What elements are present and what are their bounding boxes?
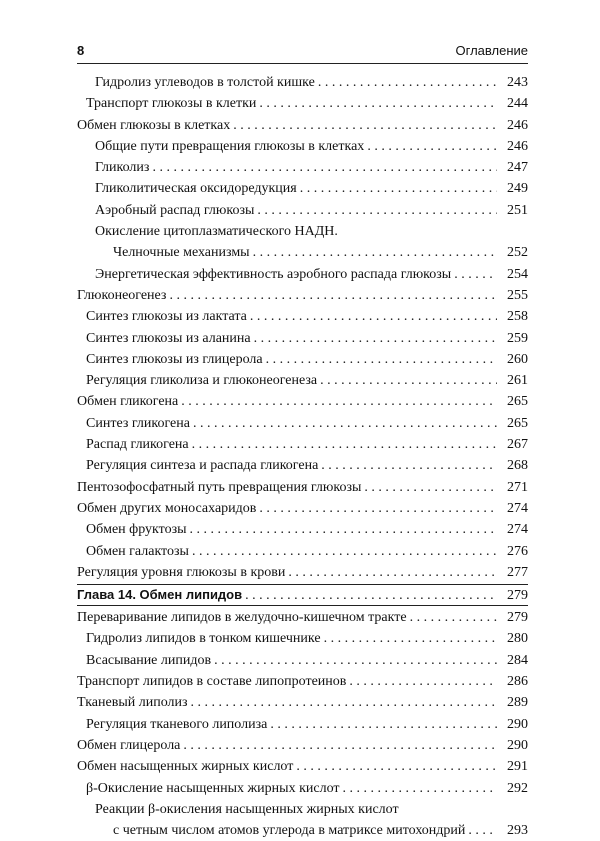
dot-leader <box>152 157 497 178</box>
toc-entry <box>77 242 528 263</box>
toc-entry-title: Транспорт липидов в составе липопротеинов <box>77 674 347 690</box>
dot-leader <box>320 370 497 391</box>
dot-leader <box>364 477 497 498</box>
toc-entry-title: Гидролиз липидов в тонком кишечнике <box>86 631 321 647</box>
toc-entry-page: 259 <box>507 330 528 346</box>
toc-entry <box>77 671 528 692</box>
toc-entry-page: 244 <box>507 96 528 112</box>
dot-leader <box>266 349 497 370</box>
toc-entry-title: Распад гликогена <box>86 437 189 453</box>
toc-entry <box>77 455 528 476</box>
toc-entry <box>77 157 528 178</box>
header-rule <box>77 63 528 64</box>
toc-entry <box>77 692 528 713</box>
toc-entry-title: Пентозофосфатный путь превращения глюкозы <box>77 479 362 495</box>
toc-entry-page: 247 <box>507 160 528 176</box>
dot-leader <box>343 778 497 799</box>
toc-entry <box>77 391 528 412</box>
toc-entry-title: Окисление цитоплазматического НАДН. <box>95 224 338 240</box>
dot-leader <box>468 820 497 841</box>
toc-entry-title: Обмен глицерола <box>77 737 181 753</box>
toc-chapter-heading <box>77 584 528 606</box>
dot-leader <box>270 714 497 735</box>
toc-entry-title: Синтез гликогена <box>86 415 190 431</box>
toc-entry-page: 258 <box>507 309 528 325</box>
dot-leader <box>250 306 497 327</box>
toc-entry-page: 243 <box>507 75 528 90</box>
toc-entry-page: 246 <box>507 117 528 133</box>
toc-entry-page: 284 <box>507 652 528 668</box>
toc-entry-title: Регуляция гликолиза и глюконеогенеза <box>86 373 318 389</box>
toc-entry <box>77 562 528 583</box>
toc-entry-title: Регуляция синтеза и распада гликогена <box>86 458 319 474</box>
toc-entry-title: β-Окисление насыщенных жирных кислот <box>86 780 340 796</box>
toc-entry-page: 261 <box>507 373 528 389</box>
toc-entry <box>77 498 528 519</box>
toc-entry-page: 268 <box>507 458 528 474</box>
toc-entry-page: 249 <box>507 181 528 197</box>
toc-entry <box>77 607 528 628</box>
dot-leader <box>183 735 497 756</box>
dot-leader <box>254 328 497 349</box>
toc-entry-title: Синтез глюкозы из глицерола <box>86 351 263 367</box>
page-header <box>77 43 528 63</box>
toc-entry-title: Челночные механизмы <box>113 245 250 261</box>
toc-entry-title: Обмен фруктозы <box>86 522 187 538</box>
toc-entry-title: Аэробный распад глюкозы <box>95 202 255 218</box>
toc-entry <box>77 285 528 306</box>
toc-entry-page: 290 <box>507 716 528 732</box>
toc-entry <box>77 349 528 370</box>
toc-entry-title: Глюконеогенез <box>77 287 167 303</box>
toc-entry-page: 291 <box>507 759 528 775</box>
toc-entry-title: Транспорт глюкозы в клетки <box>86 96 257 112</box>
toc-entry-page: 260 <box>507 351 528 367</box>
dot-leader <box>259 498 497 519</box>
toc-entry <box>77 434 528 455</box>
toc-entry-title: Переваривание липидов в желудочно-кишечном тракте <box>77 610 407 626</box>
dot-leader <box>253 242 497 263</box>
toc-entry-title: Тканевый липолиз <box>77 695 188 711</box>
toc-entry <box>77 519 528 540</box>
toc-entry <box>77 115 528 136</box>
toc-entry-page: 289 <box>507 695 528 711</box>
toc-entry <box>77 306 528 327</box>
toc-entry-page: 267 <box>507 437 528 453</box>
toc-entry-title: Обмен других моносахаридов <box>77 500 257 516</box>
toc-entry-page: 274 <box>507 522 528 538</box>
dot-leader <box>190 519 497 540</box>
toc-entry-page: 252 <box>507 245 528 261</box>
table-of-contents <box>77 72 528 841</box>
toc-entry-title: Обмен глюкозы в клетках <box>77 117 231 133</box>
toc-entry-page: 251 <box>507 202 528 218</box>
dot-leader <box>257 200 497 221</box>
toc-entry-page: 246 <box>507 138 528 154</box>
toc-entry-title: Гликолиз <box>95 160 150 176</box>
toc-entry-title: Гидролиз углеводов в толстой кишке <box>95 75 315 90</box>
dot-leader <box>324 628 497 649</box>
dot-leader <box>245 586 497 606</box>
toc-entry <box>77 756 528 777</box>
toc-entry <box>77 72 528 93</box>
toc-entry-page: 279 <box>507 588 528 604</box>
dot-leader <box>300 178 497 199</box>
toc-entry-title: Гликолитическая оксидоредукция <box>95 181 297 197</box>
toc-entry <box>77 778 528 799</box>
dot-leader <box>410 607 497 628</box>
toc-entry <box>77 200 528 221</box>
toc-entry-title: Регуляция тканевого липолиза <box>86 716 268 732</box>
toc-entry-page: 276 <box>507 543 528 559</box>
toc-entry <box>77 820 528 841</box>
toc-entry-page: 255 <box>507 287 528 303</box>
dot-leader <box>318 72 497 93</box>
dot-leader <box>233 115 497 136</box>
toc-entry-title: Обмен галактозы <box>86 543 189 559</box>
section-title: Оглавление <box>455 43 528 58</box>
toc-entry <box>77 541 528 562</box>
toc-entry-title: Общие пути превращения глюкозы в клетках <box>95 138 365 154</box>
toc-entry <box>77 221 528 242</box>
toc-entry-page: 279 <box>507 610 528 626</box>
toc-entry-page: 280 <box>507 631 528 647</box>
dot-leader <box>193 413 497 434</box>
dot-leader <box>214 650 497 671</box>
toc-entry <box>77 477 528 498</box>
toc-entry-title: Синтез глюкозы из лактата <box>86 309 247 325</box>
toc-entry-page: 286 <box>507 674 528 690</box>
toc-entry-page: 292 <box>507 780 528 796</box>
toc-entry-page: 274 <box>507 500 528 516</box>
toc-entry-title: с четным числом атомов углерода в матриксе митохондрий <box>113 823 466 839</box>
toc-entry <box>77 136 528 157</box>
dot-leader <box>259 93 497 114</box>
toc-entry <box>77 178 528 199</box>
toc-entry <box>77 628 528 649</box>
toc-entry <box>77 264 528 285</box>
toc-entry <box>77 735 528 756</box>
dot-leader <box>296 756 497 777</box>
toc-entry-title: Глава 14. Обмен липидов <box>77 587 243 603</box>
dot-leader <box>367 136 497 157</box>
page-number: 8 <box>77 43 85 58</box>
toc-entry-title: Регуляция уровня глюкозы в крови <box>77 564 286 580</box>
toc-entry-title: Энергетическая эффективность аэробного распада глюкозы <box>95 266 452 282</box>
toc-entry-title: Всасывание липидов <box>86 652 212 668</box>
dot-leader <box>454 264 497 285</box>
dot-leader <box>169 285 497 306</box>
toc-entry <box>77 370 528 391</box>
dot-leader <box>288 562 497 583</box>
toc-entry-page: 271 <box>507 479 528 495</box>
dot-leader <box>321 455 497 476</box>
dot-leader <box>191 692 497 713</box>
toc-entry-page: 265 <box>507 415 528 431</box>
dot-leader <box>192 434 497 455</box>
toc-entry <box>77 413 528 434</box>
toc-entry-page: 265 <box>507 394 528 410</box>
toc-entry <box>77 650 528 671</box>
toc-entry <box>77 93 528 114</box>
toc-entry-title: Реакции β-окисления насыщенных жирных кислот <box>95 801 399 817</box>
toc-entry <box>77 799 528 820</box>
toc-entry-page: 293 <box>507 823 528 839</box>
toc-entry-title: Обмен насыщенных жирных кислот <box>77 759 294 775</box>
toc-entry <box>77 328 528 349</box>
toc-entry-page: 254 <box>507 266 528 282</box>
dot-leader <box>192 541 497 562</box>
toc-entry-title: Обмен гликогена <box>77 394 179 410</box>
dot-leader <box>349 671 497 692</box>
toc-entry-page: 277 <box>507 564 528 580</box>
toc-entry-title: Синтез глюкозы из аланина <box>86 330 251 346</box>
toc-entry <box>77 714 528 735</box>
toc-entry-page: 290 <box>507 737 528 753</box>
dot-leader <box>181 391 497 412</box>
